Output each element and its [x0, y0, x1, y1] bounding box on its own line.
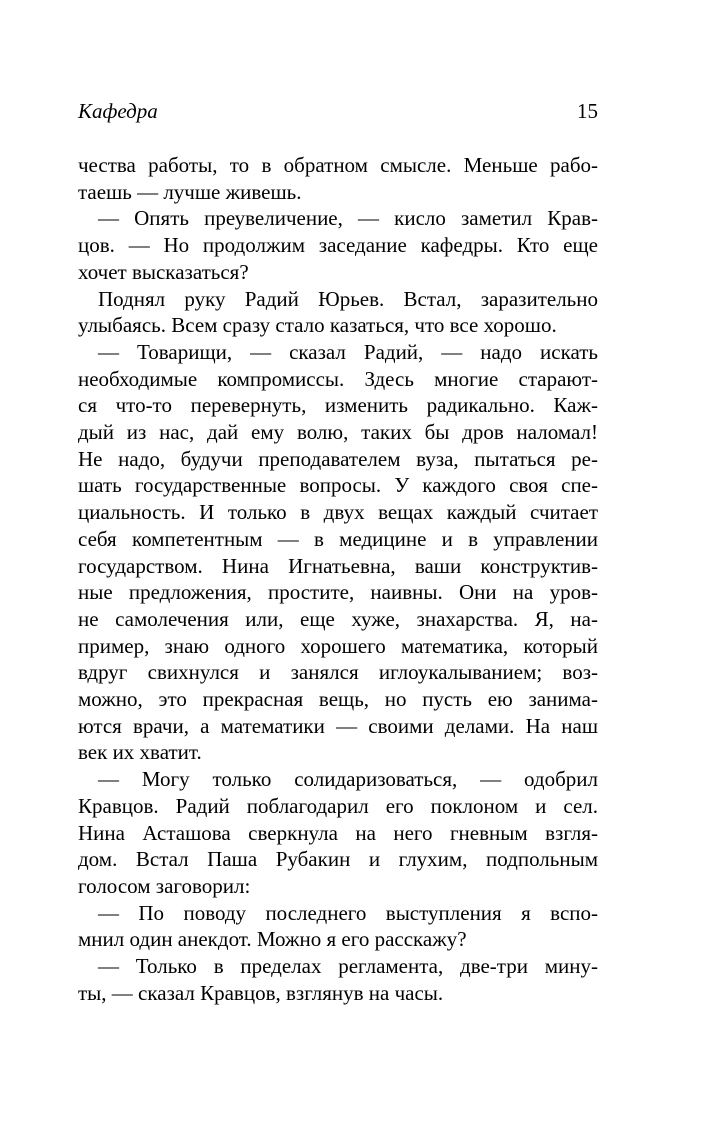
body-line: — Только в пределах регламента, две-три мину-	[98, 954, 598, 979]
body-line: дый из нас, дай ему волю, таких бы дров наломал!	[78, 420, 598, 445]
body-line: не самолечения или, еще хуже, знахарства. Я, на-	[78, 606, 598, 631]
running-title: Кафедра	[78, 99, 158, 123]
running-header	[78, 98, 598, 124]
body-line: дом. Встал Паша Рубакин и глухим, подпольным	[78, 847, 598, 872]
page-number: 15	[577, 99, 598, 123]
body-line: ся что-то перевернуть, изменить радикально. Каж-	[78, 393, 598, 418]
body-line: ются врачи, а математики — своими делами. На наш	[78, 713, 598, 738]
body-line: ты, — сказал Кравцов, взглянув на часы.	[78, 980, 444, 1005]
body-line: цов. — Но продолжим заседание кафедры. Кто еще	[78, 233, 598, 258]
body-line: чества работы, то в обратном смысле. Меньше рабо-	[78, 153, 598, 177]
body-line: Нина Асташова сверкнула на него гневным взгля-	[78, 820, 598, 845]
body-line: государством. Нина Игнатьевна, ваши конструктив-	[78, 553, 598, 578]
body-line: улыбаясь. Всем сразу стало казаться, что все хорошо.	[78, 313, 557, 338]
body-line: можно, это прекрасная вещь, но пусть ею занима-	[78, 687, 598, 712]
body-line: пример, знаю одного хорошего математика, который	[78, 633, 598, 658]
body-line: — По поводу последнего выступления я вспо-	[98, 900, 598, 925]
body-line: век их хватит.	[78, 740, 202, 765]
body-line: — Могу только солидаризоваться, — одобрил	[98, 767, 598, 792]
body-line: циальность. И только в двух вещах каждый считает	[78, 500, 598, 525]
body-line: мнил один анекдот. Можно я его расскажу?	[78, 927, 467, 952]
body-line: хочет высказаться?	[78, 259, 249, 284]
body-line: необходимые компромиссы. Здесь многие старают-	[78, 366, 598, 391]
body-line: ные предложения, простите, наивны. Они на уров-	[78, 580, 598, 605]
body-line: вдруг свихнулся и занялся иглоукалыванием; воз-	[78, 660, 598, 685]
body-line: шать государственные вопросы. У каждого своя спе-	[78, 473, 598, 498]
body-line: таешь — лучше живешь.	[78, 179, 302, 204]
body-line: Не надо, будучи преподавателем вуза, пытаться ре-	[78, 446, 598, 471]
body-line: Поднял руку Радий Юрьев. Встал, заразительно	[98, 286, 598, 311]
body-line: — Опять преувеличение, — кисло заметил Крав-	[98, 206, 598, 231]
body-line: Кравцов. Радий поблагодарил его поклоном и сел.	[78, 793, 598, 818]
body-line: голосом заговорил:	[78, 873, 251, 898]
body-text	[78, 152, 598, 1007]
body-line: — Товарищи, — сказал Радий, — надо искать	[98, 339, 598, 364]
body-line: себя компетентным — в медицине и в управлении	[78, 526, 598, 551]
